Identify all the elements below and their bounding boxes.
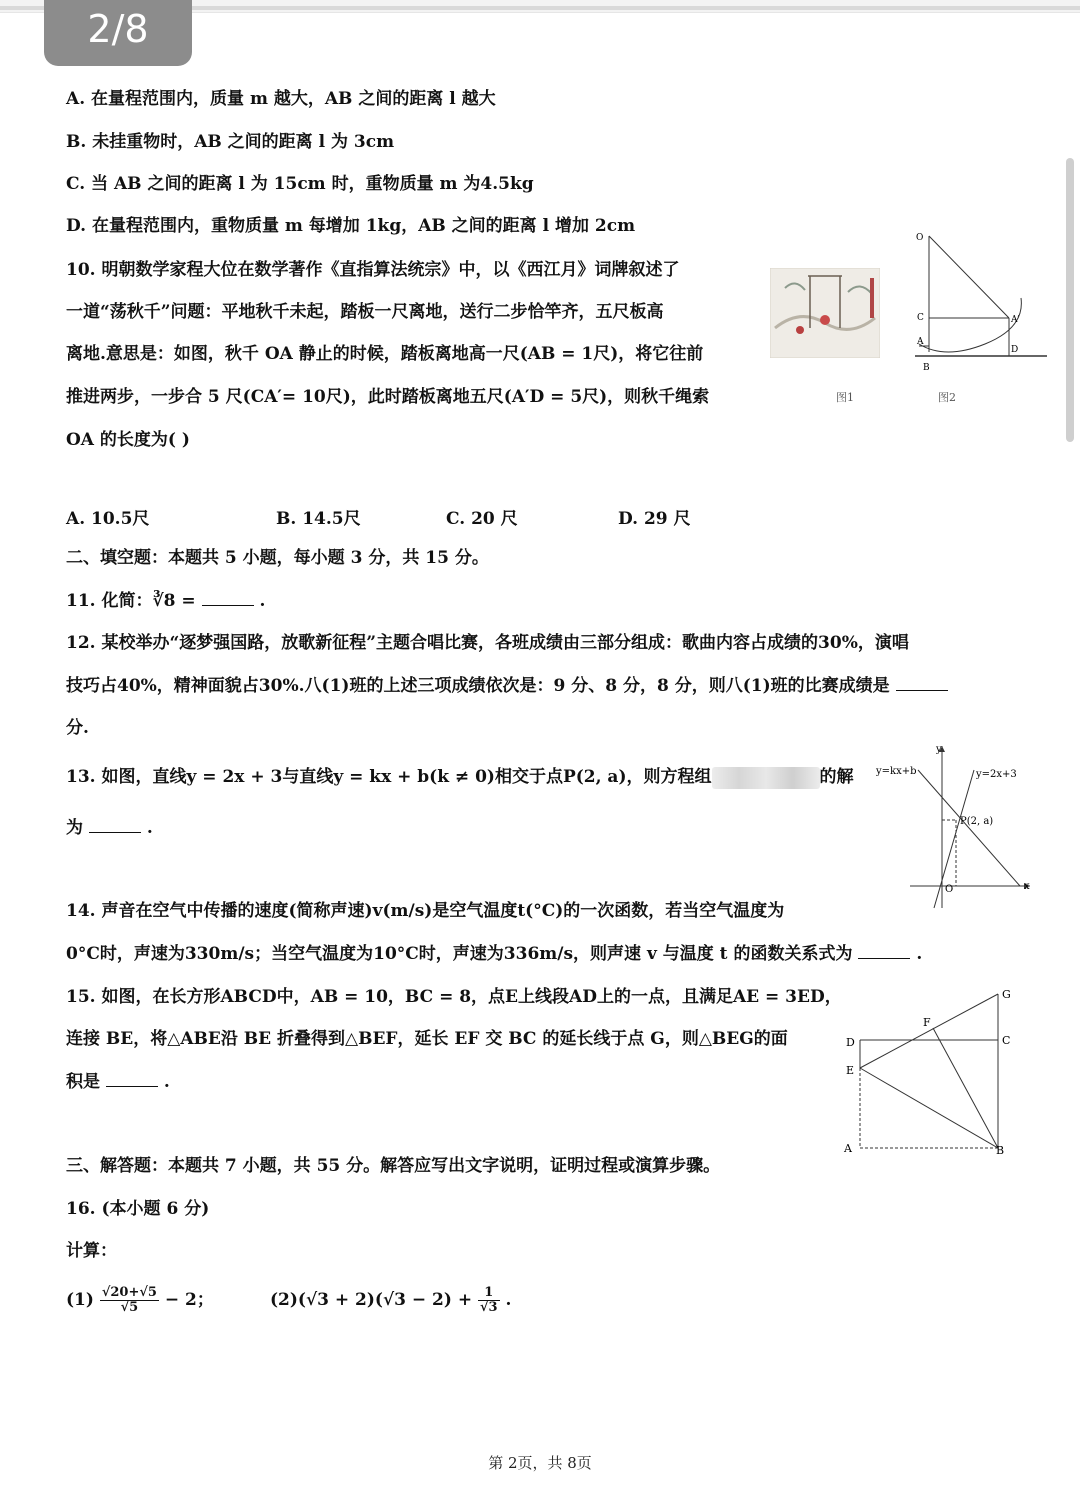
q12-line-1: 12. 某校举办“逐梦强国路，放歌新征程”主题合唱比赛，各班成绩由三部分组成：歌曲内容占成绩的30%，演唱: [66, 633, 909, 653]
scrollbar-thumb[interactable]: [1066, 158, 1074, 442]
page-footer: 第 2页，共 8页: [488, 1454, 592, 1472]
label-b: B: [996, 1144, 1005, 1157]
swing-geometry-figure: [905, 228, 1055, 374]
label-b: B: [923, 363, 930, 373]
q16-p2-tail: .: [505, 1290, 512, 1310]
q10-line-4: 推进两步，一步合 5 尺(CA′= 10尺)，此时踏板离地五尺(A′D = 5尺)，则秋千绳索: [66, 387, 710, 407]
q12-line-2: [66, 674, 948, 698]
q15-rectangle-figure: [838, 980, 1028, 1160]
label-c: C: [917, 313, 924, 323]
q9-option-b: B. 未挂重物时，AB 之间的距离 l 为 3cm: [66, 132, 395, 152]
section3-heading: 三、解答题：本题共 7 小题，共 55 分。解答应写出文字说明，证明过程或演算步骤。: [66, 1156, 721, 1176]
q10-line-2: 一道“荡秋千”问题：平地秋千未起，踏板一尺离地，送行二步恰竿齐，五尺板高: [66, 302, 664, 322]
q11: [66, 589, 265, 613]
q10-option-d: D. 29 尺: [618, 509, 691, 529]
q16-p2-denominator: √3: [480, 1300, 498, 1315]
q14-line-1: 14. 声音在空气中传播的速度(简称声速)v(m/s)是空气温度t(°C)的一次函数，若当空气温度为: [66, 901, 785, 921]
label-a: A: [917, 337, 924, 347]
label-x-axis: x: [1024, 881, 1030, 892]
label-y-axis: y: [936, 744, 942, 755]
q10-option-a: A. 10.5尺: [66, 509, 150, 529]
q16-prompt: 计算：: [66, 1241, 117, 1261]
q9-option-d: D. 在量程范围内，重物质量 m 每增加 1kg，AB 之间的距离 l 增加 2cm: [66, 216, 636, 236]
q16-p1-label: (1): [66, 1290, 94, 1310]
q13-line-2: [66, 816, 153, 840]
q15-answer-blank: [106, 1072, 158, 1087]
q10-line-3: 离地.意思是：如图，秋千 OA 静止的时候，踏板离地高一尺(AB = 1尺)，将它往前: [66, 344, 704, 364]
q16-p1-denominator: √5: [120, 1300, 139, 1315]
label-d: D: [846, 1036, 855, 1049]
q10-line-1: 10. 明朝数学家程大位在数学著作《直指算法统宗》中，以《西江月》词牌叙述了: [66, 260, 680, 280]
q16-p2-text: (2)(√3 + 2)(√3 − 2) +: [270, 1290, 473, 1310]
label-e: E: [846, 1064, 855, 1077]
q15-line-1: 15. 如图，在长方形ABCD中，AB = 10，BC = 8，点E上线段AD上的一点，且满足AE = 3ED，: [66, 987, 842, 1007]
blurred-equation-system: [712, 767, 820, 789]
q11-answer-blank: [202, 591, 254, 606]
q11-end: .: [259, 591, 266, 611]
q13-line-2-text: 为: [66, 818, 83, 838]
q16-p1-tail: − 2；: [164, 1290, 214, 1310]
figure2-caption: 图2: [938, 391, 956, 404]
q16-part-1: [66, 1286, 214, 1315]
label-c: C: [1002, 1034, 1011, 1047]
q16-p2-fraction: [478, 1286, 500, 1315]
q15-line-3-end: .: [163, 1072, 170, 1092]
page-indicator[interactable]: 2/8: [44, 0, 192, 66]
q16-p1-fraction: [100, 1286, 159, 1315]
q10-line-5: OA 的长度为( ): [66, 430, 190, 450]
q12-line-3: 分.: [66, 718, 89, 738]
q14-line-2-end: .: [916, 944, 923, 964]
q13-line-1: [66, 765, 854, 789]
q16-p2-numerator: 1: [478, 1286, 500, 1301]
q14-line-2: [66, 942, 922, 966]
q13-answer-blank: [89, 818, 141, 833]
q13-line-1a: 13. 如图，直线y = 2x + 3与直线y = kx + b(k ≠ 0)相交于点P(2, a)，则方程组: [66, 767, 712, 787]
section2-heading: 二、填空题：本题共 5 小题，每小题 3 分，共 15 分。: [66, 548, 489, 568]
label-o: O: [916, 233, 924, 243]
q9-option-c: C. 当 AB 之间的距离 l 为 15cm 时，重物质量 m 为4.5kg: [66, 174, 534, 194]
q10-option-c: C. 20 尺: [446, 509, 518, 529]
label-a-prime: A′: [1011, 315, 1020, 325]
q13-line-2-end: .: [146, 818, 153, 838]
q11-text: 11. 化简：∛8 =: [66, 591, 196, 611]
q9-option-a: A. 在量程范围内，质量 m 越大，AB 之间的距离 l 越大: [66, 89, 496, 109]
q12-answer-blank: [896, 676, 948, 691]
q15-line-3-text: 积是: [66, 1072, 100, 1092]
label-f: F: [923, 1016, 931, 1029]
label-d: D: [1011, 345, 1019, 355]
q15-line-2: 连接 BE，将△ABE沿 BE 折叠得到△BEF，延长 EF 交 BC 的延长线于点 G，则△BEG的面: [66, 1029, 788, 1049]
q12-line-2-text: 技巧占40%，精神面貌占30%.八(1)班的上述三项成绩依次是：9 分、8 分，8 分，则八(1)班的比赛成绩是: [66, 676, 890, 696]
label-y-kx-b: y=kx+b: [876, 766, 917, 777]
q16-p1-numerator: √20+√5: [101, 1285, 157, 1300]
label-a: A: [844, 1142, 852, 1155]
swing-painting-image: [770, 268, 880, 358]
q13-line-1b: 的解: [819, 767, 854, 787]
label-y-2x-3: y=2x+3: [976, 769, 1017, 780]
label-point-p: P(2, a): [960, 816, 994, 827]
q16-part-2: [270, 1286, 511, 1315]
label-origin: O: [945, 884, 954, 895]
q14-answer-blank: [858, 944, 910, 959]
q16-title: 16. (本小题 6 分): [66, 1199, 210, 1219]
figure1-caption: 图1: [836, 391, 854, 404]
q10-option-b: B. 14.5尺: [276, 509, 361, 529]
q14-line-2-text: 0°C时，声速为330m/s；当空气温度为10°C时，声速为336m/s，则声速 v 与温度 t 的函数关系式为: [66, 944, 853, 964]
q13-lines-graph: [870, 740, 1040, 910]
label-g: G: [1002, 988, 1011, 1001]
q15-line-3: [66, 1070, 170, 1094]
